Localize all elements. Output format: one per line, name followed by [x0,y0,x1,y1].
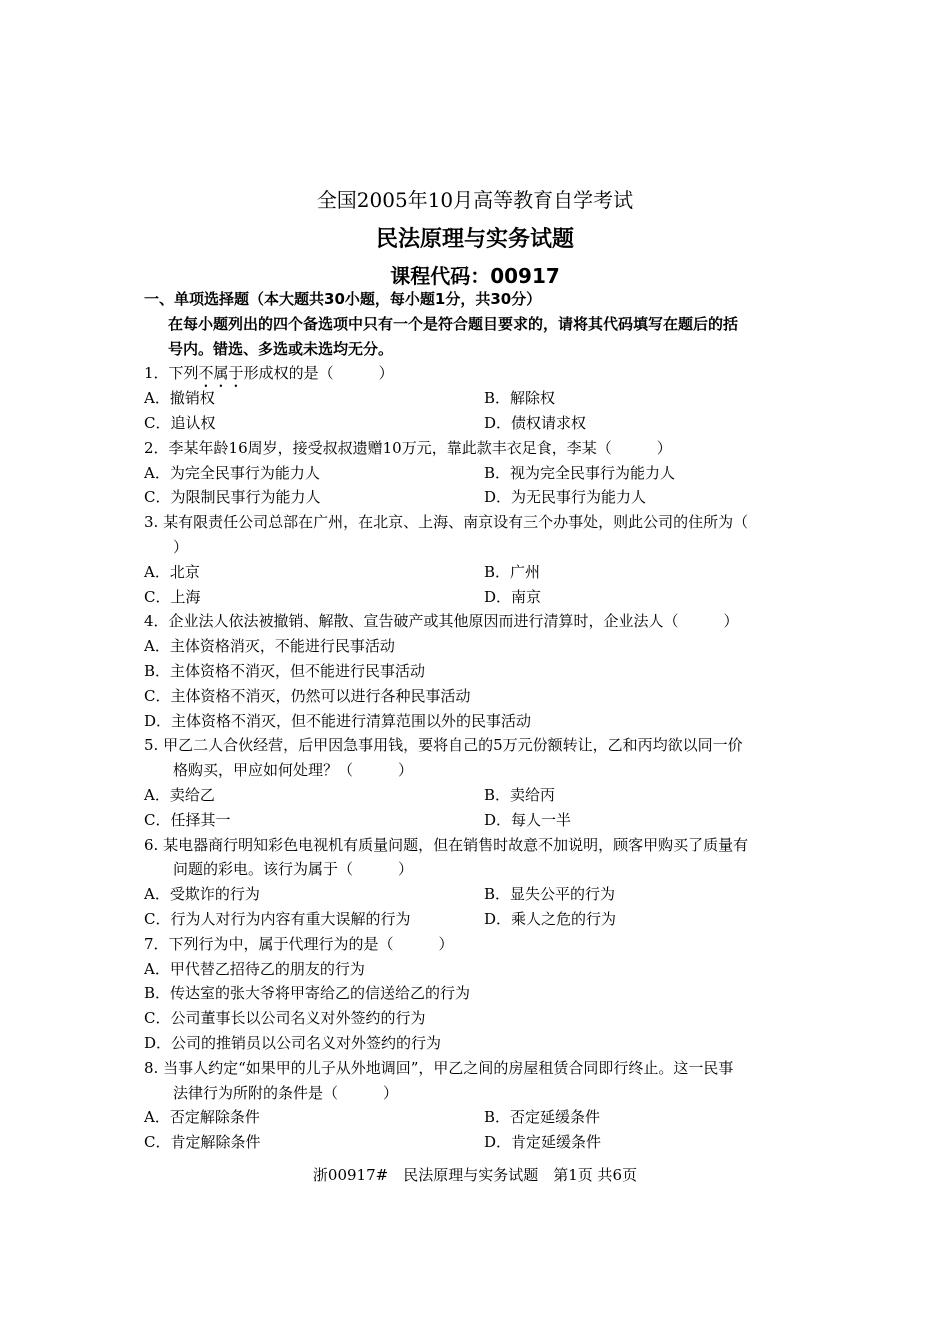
option-d: D．公司的推销员以公司名义对外签约的行为 [144,1033,442,1052]
question-2-options-row1 [144,461,808,486]
section-instructions-cont: 号内。错选、多选或未选均无分。 [168,339,394,358]
option-a: A．北京 [144,562,200,581]
option-d: D．为无民事行为能力人 [484,488,647,507]
question-8-options-row1 [144,1105,808,1130]
question-8-stem-cont: 法律行为所附的条件是（ ） [173,1083,399,1102]
option-d: D．南京 [484,587,542,606]
question-1-options-row2 [144,411,808,436]
question-5-options-row1 [144,783,808,808]
question-7-stem: 7．下列行为中，属于代理行为的是（ ） [144,934,454,953]
option-c: C．追认权 [144,413,216,432]
option-c: C．肯定解除条件 [144,1133,261,1152]
option-a: A．撤销权 [144,389,215,408]
question-6-options-row1 [144,882,808,907]
option-b: B．广州 [484,562,541,581]
option-a: A．卖给乙 [144,785,215,804]
option-b: B．显失公平的行为 [484,885,616,904]
question-6-stem: 6. 某电器商行明知彩色电视机有质量问题，但在销售时故意不加说明，顾客甲购买了质量有 [144,835,749,854]
question-8-options-row2 [144,1130,808,1155]
question-3-stem: 3. 某有限责任公司总部在广州，在北京、上海、南京设有三个办事处，则此公司的住所为（ [144,513,749,532]
option-c: C．任择其一 [144,810,231,829]
option-a: A．主体资格消灭，不能进行民事活动 [144,637,395,656]
question-3-stem-cont: ） [173,537,189,556]
option-a: A．否定解除条件 [144,1108,260,1127]
question-3-options-row2 [144,585,808,610]
question-2-options-row2 [144,485,808,510]
option-c: C．行为人对行为内容有重大误解的行为 [144,909,411,928]
option-d: D．肯定延缓条件 [484,1133,602,1152]
option-b: B．主体资格不消灭，但不能进行民事活动 [144,661,426,680]
exam-header: 全国2005年10月高等教育自学考试 [316,188,634,212]
question-1-stem: 1．下列不属于形成权的是（ ） [144,364,394,383]
question-8-stem: 8. 当事人约定“如果甲的儿子从外地调回”，甲乙之间的房屋租赁合同即行终止。这一民事 [144,1058,734,1077]
question-list [144,287,808,1155]
option-b: B．卖给丙 [484,785,556,804]
page-footer: 浙00917# 民法原理与实务试题 第1页 共6页 [312,1166,638,1184]
option-c: C．公司董事长以公司名义对外签约的行为 [144,1009,426,1028]
question-5-options-row2 [144,808,808,833]
option-b: B．否定延缓条件 [484,1108,601,1127]
course-code: 课程代码：00917 [390,264,560,288]
option-b: B．视为完全民事行为能力人 [484,463,676,482]
question-4-stem: 4．企业法人依法被撤销、解散、宣告破产或其他原因而进行清算时，企业法人（ ） [144,612,739,631]
exam-title: 民法原理与实务试题 [375,227,574,252]
question-1-options-row1 [144,386,808,411]
option-c: C．主体资格不消灭，仍然可以进行各种民事活动 [144,686,471,705]
option-d: D．每人一半 [484,810,572,829]
option-c: C．为限制民事行为能力人 [144,488,321,507]
option-a: A．受欺诈的行为 [144,885,260,904]
option-b: B．传达室的张大爷将甲寄给乙的信送给乙的行为 [144,984,471,1003]
question-6-stem-cont: 问题的彩电。该行为属于（ ） [173,860,414,879]
question-2-stem: 2．李某年龄16周岁，接受叔叔遗赠10万元，靠此款丰衣足食，李某（ ） [144,438,672,457]
section-instructions: 在每小题列出的四个备选项中只有一个是符合题目要求的，请将其代码填写在题后的括 [168,314,739,333]
option-a: A．为完全民事行为能力人 [144,463,320,482]
emphasis-text: 不属于 [198,364,244,383]
question-5-stem: 5. 甲乙二人合伙经营，后甲因急事用钱，要将自己的5万元份额转让，乙和丙均欲以同一价 [144,736,743,755]
option-a: A．甲代替乙招待乙的朋友的行为 [144,959,365,978]
option-d: D．主体资格不消灭，但不能进行清算范围以外的民事活动 [144,711,532,730]
option-c: C．上海 [144,587,201,606]
option-d: D．债权请求权 [484,413,587,432]
question-5-stem-cont: 格购买，甲应如何处理？（ ） [173,761,414,780]
question-6-options-row2 [144,907,808,932]
question-3-options-row1 [144,560,808,585]
option-d: D．乘人之危的行为 [484,909,617,928]
option-b: B．解除权 [484,389,556,408]
section-title: 一、单项选择题（本大题共30小题，每小题1分，共30分） [144,290,542,308]
